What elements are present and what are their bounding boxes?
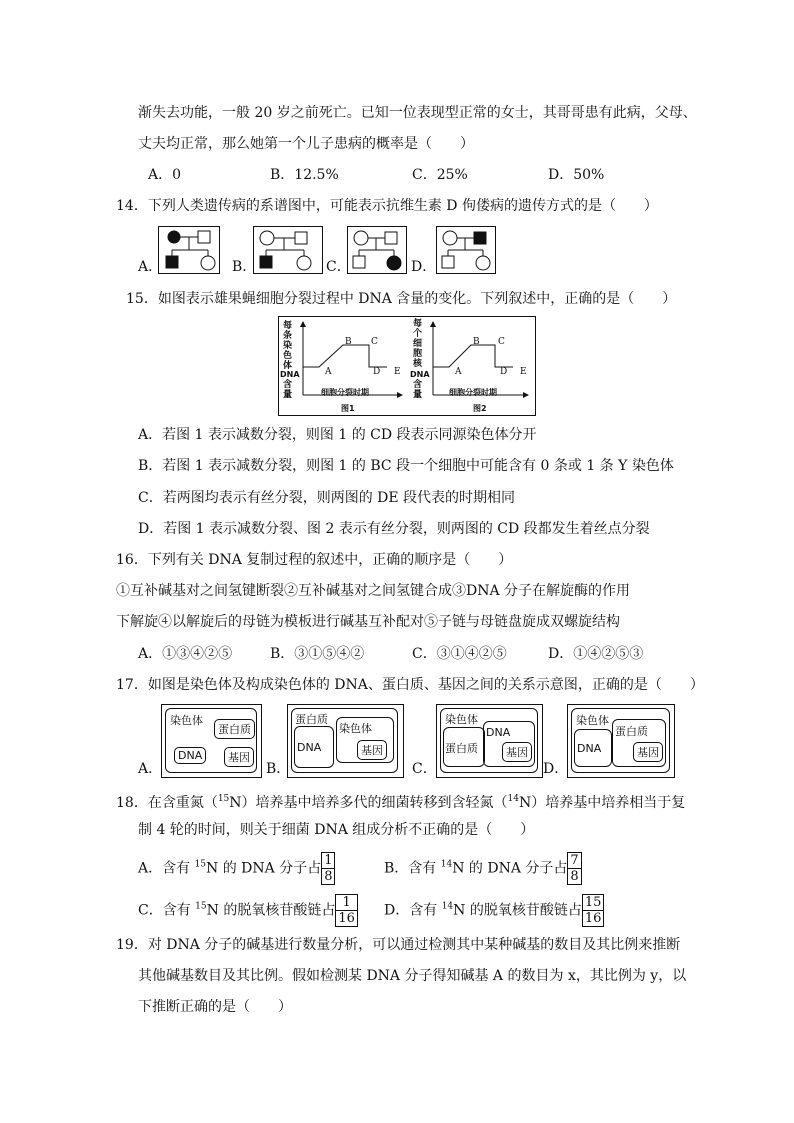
q16-option-b[interactable]: B．③①⑤④② bbox=[270, 646, 365, 662]
fig2-ylabel-dna: DNA bbox=[410, 370, 430, 379]
fig2-chart bbox=[409, 317, 535, 415]
fig2-ylabel-char: 个 bbox=[413, 329, 423, 339]
q16-line1: ①互补碱基对之间氢键断裂②互补碱基对之间氢键合成③DNA 分子在解旋酶的作用 bbox=[116, 583, 631, 599]
fig1-ylabel-char: 体 bbox=[283, 361, 293, 371]
q17-label-b[interactable]: B． bbox=[266, 761, 291, 777]
venn-d-protein-label: 蛋白质 bbox=[615, 725, 648, 738]
q18-option-b-text: B．含有 bbox=[384, 860, 441, 877]
fraction-numerator: 1 bbox=[324, 853, 333, 868]
venn-a-chromosome bbox=[165, 708, 257, 773]
venn-b-chromosome-box bbox=[336, 717, 394, 763]
fig2-ylabel-char: 胞 bbox=[413, 349, 423, 359]
q18-option-d[interactable] bbox=[384, 894, 604, 927]
venn-c-chromosome-label: 染色体 bbox=[445, 713, 478, 726]
q18-option-b[interactable] bbox=[384, 852, 582, 885]
venn-c-frame bbox=[436, 704, 543, 778]
q13-option-c[interactable]: C．25% bbox=[412, 167, 468, 183]
fraction-denominator: 16 bbox=[338, 911, 355, 926]
q18-option-b-text: N 的 DNA 分子占 bbox=[452, 860, 568, 877]
fig2-ylabel-char: 核 bbox=[413, 359, 423, 369]
fraction-1-8 bbox=[321, 852, 335, 885]
fig1-point-d: D bbox=[373, 367, 381, 377]
q18-option-a-sup: 15 bbox=[194, 859, 207, 870]
venn-c-protein-label: 蛋白质 bbox=[445, 742, 478, 755]
venn-d-gene: 基因 bbox=[633, 742, 663, 762]
fig1-ylabel-dna: DNA bbox=[280, 370, 300, 379]
q18-option-c-text: C．含有 bbox=[138, 902, 196, 919]
venn-b-gene: 基因 bbox=[357, 740, 387, 760]
fig2-point-a: A bbox=[455, 367, 462, 377]
q16-option-a[interactable]: A．①③④②⑤ bbox=[138, 646, 233, 662]
venn-d-dna-label: DNA bbox=[577, 742, 602, 755]
q16-line2: 下解旋④以解旋后的母链为模板进行碱基互补配对⑤子链与母链盘旋成双螺旋结构 bbox=[116, 614, 620, 630]
venn-a-dna: DNA bbox=[174, 747, 206, 764]
q15-option-b[interactable]: B．若图 1 表示减数分裂，则图 1 的 BC 段一个细胞中可能含有 0 条或 1 条 Y 染色体 bbox=[138, 458, 674, 474]
fig1-chart bbox=[279, 317, 409, 415]
q18-option-b-sup: 14 bbox=[440, 859, 453, 870]
q18-option-c[interactable] bbox=[138, 894, 358, 927]
q15-option-d[interactable]: D．若图 1 表示减数分裂、图 2 表示有丝分裂，则两图的 CD 段都发生着丝点分裂 bbox=[138, 521, 650, 537]
fraction-denominator: 8 bbox=[570, 869, 579, 884]
fig1-point-b: B bbox=[345, 337, 352, 347]
venn-a-gene: 基因 bbox=[224, 747, 254, 767]
q15-figure bbox=[278, 316, 536, 416]
q19-line1: 19．对 DNA 分子的碱基进行数量分析，可以通过检测其中某种碱基的数目及其比例来推断 bbox=[116, 937, 681, 953]
venn-b-protein-label: 蛋白质 bbox=[295, 713, 328, 726]
fraction-denominator: 8 bbox=[324, 869, 333, 884]
fig2-point-d: D bbox=[500, 367, 508, 377]
q14-label-b[interactable]: B． bbox=[232, 259, 257, 275]
fig2-ylabel-char: 含 bbox=[413, 380, 423, 390]
fraction-numerator: 15 bbox=[584, 895, 602, 910]
pedigree-d bbox=[436, 226, 496, 274]
q17-label-d[interactable]: D． bbox=[543, 761, 569, 777]
pedigree-b bbox=[253, 226, 323, 274]
fraction-15-16 bbox=[582, 894, 605, 927]
q13-option-d[interactable]: D．50% bbox=[548, 167, 605, 183]
venn-c-chromosome bbox=[440, 708, 538, 773]
fraction-7-8 bbox=[567, 852, 581, 885]
fraction-1-16 bbox=[335, 894, 358, 927]
fig1-ylabel-char: 染 bbox=[283, 341, 293, 351]
q15-option-c[interactable]: C．若两图均表示有丝分裂，则两图的 DE 段代表的时期相同 bbox=[138, 490, 516, 506]
q13-option-b[interactable]: B．12.5% bbox=[270, 167, 339, 183]
q14-label-d[interactable]: D． bbox=[411, 259, 437, 275]
q18-sup-14: 14 bbox=[507, 794, 519, 804]
venn-b-frame bbox=[287, 704, 404, 778]
fig1-ylabel-char: 每 bbox=[283, 321, 293, 331]
venn-a-protein: 蛋白质 bbox=[214, 719, 255, 739]
q15-option-a[interactable]: A．若图 1 表示减数分裂，则图 1 的 CD 段表示同源染色体分开 bbox=[138, 427, 537, 443]
q18-stem-text: N）培养基中培养多代的细菌转移到含轻氮（ bbox=[229, 795, 508, 811]
fig1-point-c: C bbox=[371, 337, 378, 347]
fraction-denominator: 16 bbox=[584, 911, 602, 926]
fig2-point-c: C bbox=[498, 337, 505, 347]
q18-option-c-text: N 的脱氧核苷酸链占 bbox=[206, 902, 336, 919]
q18-stem-text: 18．在含重氮（ bbox=[116, 795, 218, 811]
q19-line3: 下推断正确的是（ ） bbox=[138, 999, 292, 1015]
venn-b-dna-label: DNA bbox=[297, 741, 322, 754]
q19-line2: 其他碱基数目及其比例。假如检测某 DNA 分子得知碱基 A 的数目为 x，其比例为 y，以 bbox=[138, 968, 687, 984]
q18-stem-line2: 制 4 轮的时间，则关于细菌 DNA 组成分析不正确的是（ ） bbox=[138, 822, 535, 838]
venn-d-protein-box bbox=[612, 719, 666, 767]
fig2-ylabel-char: 量 bbox=[413, 390, 423, 400]
q18-stem-text: N）培养基中培养相当于复 bbox=[518, 795, 686, 811]
venn-b-protein-box bbox=[291, 708, 398, 773]
venn-c-gene: 基因 bbox=[502, 742, 532, 762]
venn-a-frame bbox=[161, 704, 262, 778]
fig1-caption: 图1 bbox=[341, 404, 355, 413]
q13-option-a[interactable]: A．0 bbox=[148, 167, 182, 183]
q15-stem: 15．如图表示雄果蝇细胞分裂过程中 DNA 含量的变化。下列叙述中，正确的是（ ） bbox=[126, 291, 677, 307]
q18-stem-line1 bbox=[116, 790, 685, 812]
q16-option-d[interactable]: D．①④②⑤③ bbox=[548, 646, 644, 662]
q14-label-a[interactable]: A． bbox=[138, 259, 163, 275]
venn-d-chromosome-label: 染色体 bbox=[576, 714, 609, 727]
fraction-numerator: 7 bbox=[570, 853, 579, 868]
q13-line1: 渐失去功能，一般 20 岁之前死亡。已知一位表现型正常的女士，其哥哥患有此病，父母、 bbox=[138, 105, 697, 121]
q18-option-d-text: D．含有 bbox=[384, 902, 442, 919]
q18-option-a-text: N 的 DNA 分子占 bbox=[206, 860, 322, 877]
fig2-caption: 图2 bbox=[473, 404, 487, 413]
fig1-ylabel-char: 色 bbox=[283, 351, 293, 361]
q14-label-c[interactable]: C． bbox=[326, 259, 351, 275]
q17-label-c[interactable]: C． bbox=[412, 761, 437, 777]
fraction-numerator: 1 bbox=[336, 895, 357, 911]
venn-b-chromosome-label: 染色体 bbox=[339, 722, 372, 735]
fig2-point-e: E bbox=[520, 367, 527, 377]
venn-b-dna-box bbox=[294, 726, 334, 768]
venn-c-dna-label: DNA bbox=[486, 726, 511, 739]
fig1-ylabel-char: 条 bbox=[283, 331, 293, 341]
q18-option-a-text: A．含有 bbox=[138, 860, 195, 877]
q17-stem: 17．如图是染色体及构成染色体的 DNA、蛋白质、基因之间的关系示意图，正确的是（ ） bbox=[116, 677, 704, 693]
venn-c-dna-box bbox=[483, 721, 535, 767]
fig2-xlabel: 细胞分裂时期 bbox=[449, 388, 497, 397]
q14-stem: 14．下列人类遗传病的系谱图中，可能表示抗维生素 D 佝偻病的遗传方式的是（ ） bbox=[116, 198, 658, 214]
q18-option-d-text: N 的脱氧核苷酸链占 bbox=[453, 902, 582, 919]
q18-option-a[interactable] bbox=[138, 852, 335, 885]
venn-d-frame bbox=[567, 704, 675, 778]
q17-label-a[interactable]: A． bbox=[138, 761, 163, 777]
fig1-ylabel-char: 含 bbox=[283, 380, 293, 390]
fig1-xlabel: 细胞分裂时期 bbox=[321, 388, 369, 397]
q16-option-c[interactable]: C．③①④②⑤ bbox=[412, 646, 507, 662]
fig1-point-e: E bbox=[394, 367, 401, 377]
venn-d-chromosome bbox=[571, 708, 670, 773]
fig2-point-b: B bbox=[473, 337, 480, 347]
fig2-ylabel-char: 每 bbox=[413, 319, 423, 329]
q18-option-d-sup: 14 bbox=[441, 901, 454, 912]
fig1-point-a: A bbox=[325, 367, 332, 377]
venn-a-chromosome-label: 染色体 bbox=[170, 714, 203, 727]
pedigree-a bbox=[158, 226, 220, 274]
q18-option-c-sup: 15 bbox=[195, 901, 207, 912]
fig1-ylabel-char: 量 bbox=[283, 390, 293, 400]
venn-c-protein-box bbox=[443, 727, 485, 767]
venn-d-dna-box bbox=[574, 729, 612, 767]
q18-sup-15: 15 bbox=[217, 794, 230, 804]
q13-line2: 丈夫均正常，那么她第一个儿子患病的概率是（ ） bbox=[138, 136, 474, 152]
q16-stem: 16．下列有关 DNA 复制过程的叙述中，正确的顺序是（ ） bbox=[116, 552, 513, 568]
fig2-ylabel-char: 细 bbox=[413, 339, 423, 349]
pedigree-c bbox=[347, 226, 407, 274]
